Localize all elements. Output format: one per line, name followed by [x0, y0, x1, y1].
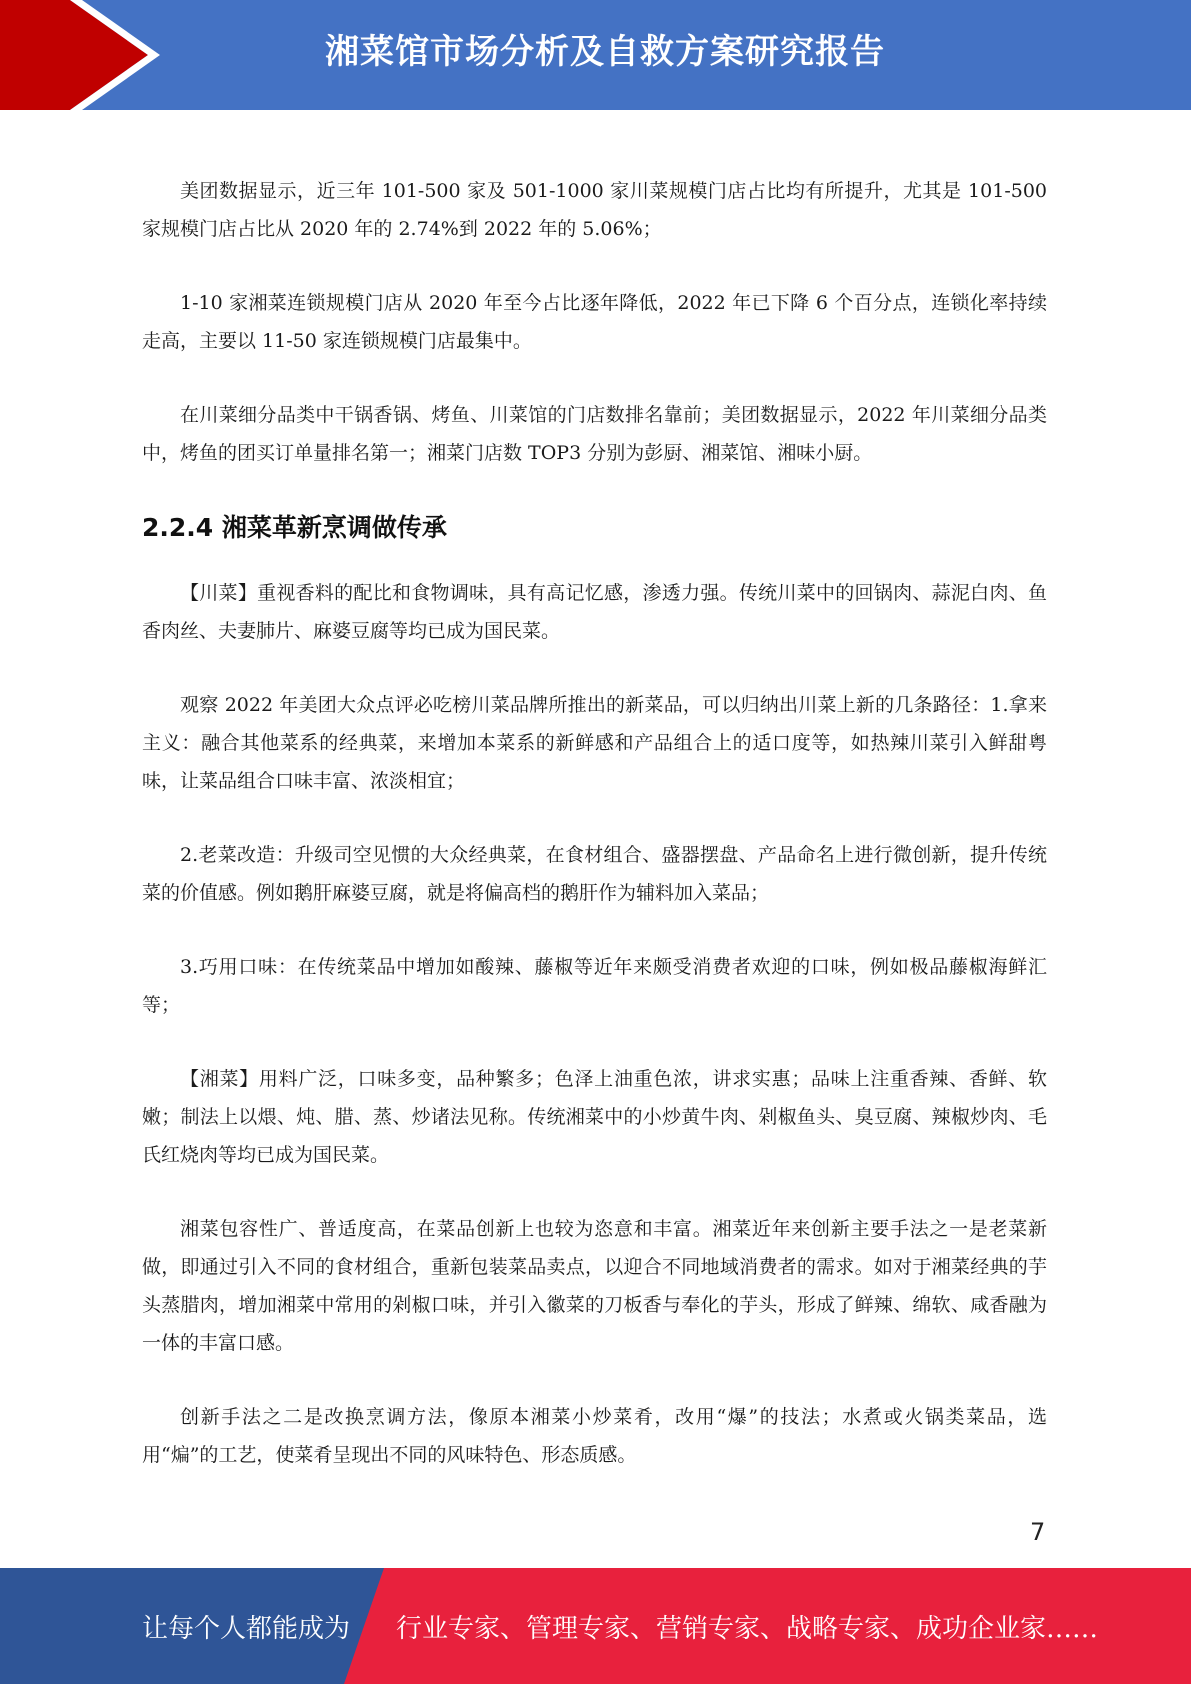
paragraph: 1-10 家湘菜连锁规模门店从 2020 年至今占比逐年降低，2022 年已下降 6 个百分点，连锁化率持续走高，主要以 11-50 家连锁规模门店最集中。: [142, 292, 1047, 352]
paragraph: 湘菜包容性广、普适度高，在菜品创新上也较为恣意和丰富。湘菜近年来创新主要手法之一是老菜新做，即通过引入不同的食材组合，重新包装菜品卖点，以迎合不同地域消费者的需求。如对于湘菜经典的芋头蒸腊肉，增加湘菜中常用的剁椒口味，并引入徽菜的刀板香与奉化的芋头，形成了鲜辣、绵软、咸香融为一体的丰富口感。: [142, 1218, 1047, 1354]
section-heading: 2.2.4 湘菜革新烹调做传承: [142, 513, 447, 542]
paragraph: 2.老菜改造：升级司空见惯的大众经典菜，在食材组合、盛器摆盘、产品命名上进行微创新，提升传统菜的价值感。例如鹅肝麻婆豆腐，就是将偏高档的鹅肝作为辅料加入菜品；: [142, 844, 1047, 904]
paragraph: 美团数据显示，近三年 101-500 家及 501-1000 家川菜规模门店占比均有所提升，尤其是 101-500 家规模门店占比从 2020 年的 2.74%到 2022 年的 5.06%；: [142, 180, 1047, 240]
paragraph: 观察 2022 年美团大众点评必吃榜川菜品牌所推出的新菜品，可以归纳出川菜上新的几条路径：1.拿来主义：融合其他菜系的经典菜，来增加本菜系的新鲜感和产品组合上的适口度等，如热辣川菜引入鲜甜粤味，让菜品组合口味丰富、浓淡相宜；: [142, 694, 1047, 792]
report-title: 湘菜馆市场分析及自救方案研究报告: [325, 32, 885, 72]
paragraph: 创新手法之二是改换烹调方法，像原本湘菜小炒菜肴，改用“爆”的技法；水煮或火锅类菜品，选用“煸”的工艺，使菜肴呈现出不同的风味特色、形态质感。: [142, 1406, 1047, 1466]
paragraph: 【湘菜】用料广泛，口味多变，品种繁多；色泽上油重色浓，讲求实惠；品味上注重香辣、香鲜、软嫩；制法上以煨、炖、腊、蒸、炒诸法见称。传统湘菜中的小炒黄牛肉、剁椒鱼头、臭豆腐、辣椒炒肉、毛氏红烧肉等均已成为国民菜。: [142, 1068, 1047, 1166]
main-content: [142, 172, 1047, 1474]
paragraph: 3.巧用口味：在传统菜品中增加如酸辣、藤椒等近年来颇受消费者欢迎的口味，例如极品藤椒海鲜汇等；: [142, 956, 1047, 1016]
page-number: 7: [1030, 1518, 1046, 1546]
footer-slogan-left: 让每个人都能成为: [142, 1614, 351, 1644]
paragraph: 【川菜】重视香料的配比和食物调味，具有高记忆感，渗透力强。传统川菜中的回锅肉、蒜泥白肉、鱼香肉丝、夫妻肺片、麻婆豆腐等均已成为国民菜。: [142, 582, 1047, 642]
footer-slogan-right: 行业专家、管理专家、营销专家、战略专家、成功企业家……: [396, 1614, 1099, 1644]
paragraph: 在川菜细分品类中干锅香锅、烤鱼、川菜馆的门店数排名靠前；美团数据显示，2022 年川菜细分品类中，烤鱼的团买订单量排名第一；湘菜门店数 TOP3 分别为彭厨、湘菜馆、湘味小厨。: [142, 404, 1047, 464]
